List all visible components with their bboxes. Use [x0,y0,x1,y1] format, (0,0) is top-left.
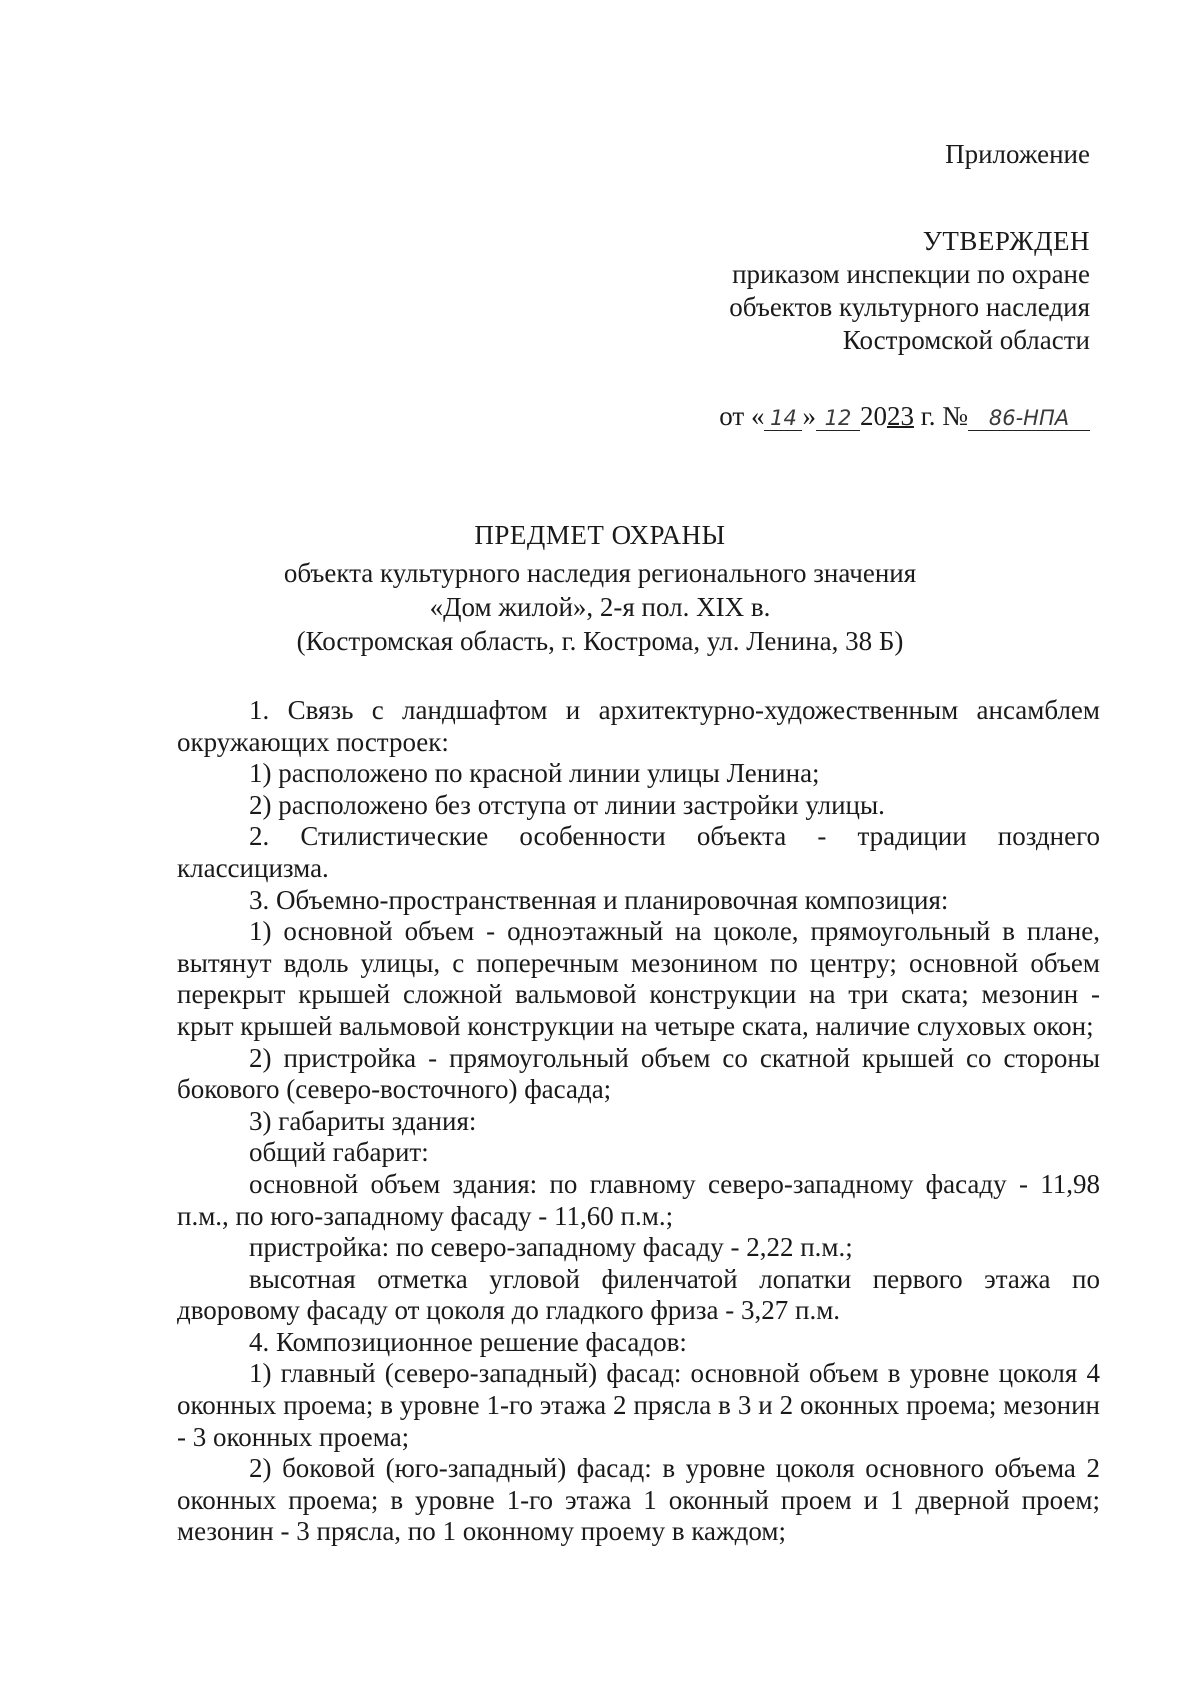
title-line-2: «Дом жилой», 2-я пол. XIX в. [429,592,771,622]
paragraph: основной объем здания: по главному северо-западному фасаду - 11,98 п.м., по юго-западному фасаду - 11,60 п.м.; [177,1168,1100,1231]
title-line-1: объекта культурного наследия регионального значения [283,558,917,588]
handwritten-order-number: 86-НПА [968,406,1090,431]
paragraph: 2. Стилистические особенности объекта - традиции позднего классицизма. [177,821,1100,883]
paragraph: 2) боковой (юго-западный) фасад: в уровне цоколя основного объема 2 оконных проема; в уровне 1-го этажа 1 оконный проем и 1 дверной проем; мезонин - 3 прясла, по 1 оконному проему в каждом; [177,1453,1100,1547]
approval-line-1: приказом инспекции по охране [732,259,1090,289]
paragraph: высотная отметка угловой филенчатой лопатки первого этажа по дворовому фасаду от цоколя до гладкого фриза - 3,27 п.м. [177,1263,1100,1326]
title-line-3: (Костромская область, г. Кострома, ул. Ленина, 38 Б) [296,626,904,656]
document-title-block [0,518,1200,658]
year-suffix: г. № [913,401,968,431]
order-prefix: от « [719,401,765,431]
document-body [177,695,1100,1548]
paragraph: 1) основной объем - одноэтажный на цоколе, прямоугольный в плане, вытянут вдоль улицы, с поперечным мезонином по центру; основной объем перекрыт крышей сложной вальмовой конструкции на три ската; мезонин - крыт крышей вальмовой конструкции на четыре ската, наличие слуховых окон; [177,916,1100,1041]
year-start: 20 [859,401,887,431]
document-title: ПРЕДМЕТ ОХРАНЫ [474,520,726,550]
paragraph: 3) габариты здания: [249,1105,477,1136]
paragraph: 3. Объемно-пространственная и планировочная композиция: [249,884,949,915]
order-date-number [719,400,1090,433]
order-mid: » [802,401,816,431]
paragraph: 4. Композиционное решение фасадов: [249,1326,687,1357]
handwritten-month: 12 [816,406,860,431]
year-end: 23 [886,401,914,431]
paragraph: общий габарит: [249,1137,429,1168]
paragraph: 2) пристройка - прямоугольный объем со скатной крышей со стороны бокового (северо-восточного) фасада; [177,1042,1100,1105]
paragraph: 1. Связь с ландшафтом и архитектурно-художественным ансамблем окружающих построек: [177,695,1100,757]
approval-line-2: объектов культурного наследия [729,292,1090,322]
appendix-label: Приложение [945,139,1090,169]
handwritten-day: 14 [764,406,802,431]
paragraph: 1) главный (северо-западный) фасад: основной объем в уровне цоколя 4 оконных проема; в уровне 1-го этажа 2 прясла в 3 и 2 оконных проема; мезонин - 3 оконных проема; [177,1358,1100,1452]
paragraph: 1) расположено по красной линии улицы Ленина; [249,758,820,789]
approval-header [729,138,1090,357]
approval-line-3: Костромской области [842,325,1090,355]
approved-label: УТВЕРЖДЕН [922,226,1090,256]
paragraph: пристройка: по северо-западному фасаду - 2,22 п.м.; [249,1232,853,1263]
paragraph: 2) расположено без отступа от линии застройки улицы. [249,789,885,820]
